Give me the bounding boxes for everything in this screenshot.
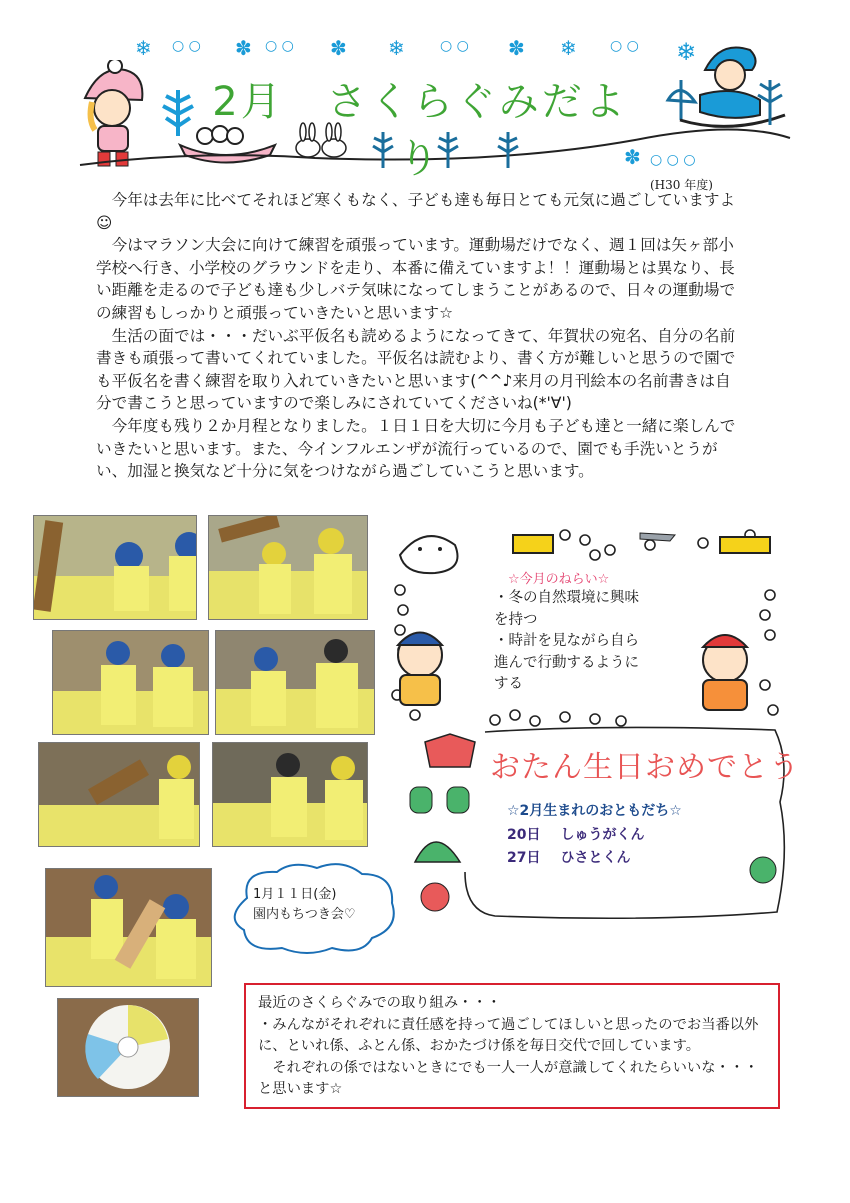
duty-wheel-photo [57,998,199,1097]
snowflake-icon: ❄ [676,38,697,66]
recent-line: ・みんながそれぞれに責任感を持って過ごしてほしいと思ったのでお当番以外に、といれ係、ふとん係、おかたづけ係を毎日交代で回しています。 [258,1016,759,1054]
goals-item: する [494,676,523,692]
mochi-pounding-photo [208,515,368,620]
birthday-row [507,847,630,867]
birthday-heading: ☆2月生まれのおともだち☆ [507,803,682,819]
body-paragraph: 生活の面では・・・だいぶ平仮名も読めるようになってきて、年賀状の宛名、自分の名前書きも頑張って書いてくれていました。平仮名は読むより、書く方が難しいと思うので園でも平仮名を書く練習を取り入れていきたいと思います(^^♪来月の月刊絵本の名前書きは自分で書こうと思っていますので楽しみにされていてくださいね(*'∀') [96,326,736,413]
mochi-pounding-photo [38,742,200,847]
mochi-pounding-photo [215,630,375,735]
snowflake-icon: ❄ [560,36,577,60]
body-text [96,189,746,483]
mochi-pounding-photo [33,515,197,620]
event-name: 園内もちつき会♡ [253,907,356,922]
recent-heading: 最近のさくらぐみでの取り組み・・・ [258,995,502,1011]
goals-item: ・時計を見ながら自ら [494,633,639,649]
goals-item: 進んで行動するように [494,654,639,671]
dot-icon: ○ ○ ○ [650,152,696,168]
birthday-name: ひさとくん [560,850,631,866]
body-paragraph: 今年は去年に比べてそれほど寒くもなく、子ども達も毎日とても元気に過ごしていますよ☺ [96,191,736,232]
snowflake-icon: ✽ [624,145,641,169]
dot-icon: ○ ○ [265,38,294,54]
snowflake-icon: ❄ [135,36,152,60]
mochi-pounding-photo [45,868,212,987]
birthday-date: 20日 [507,827,541,843]
dot-icon: ○ ○ [172,38,201,54]
goals-item: を持つ [494,611,538,628]
birthday-title: おたん生日おめでとう [490,750,800,785]
page-title: 2月 さくらぐみだより [212,79,628,182]
snowflake-icon: ❄ [388,36,405,60]
snowflake-icon: ✽ [235,36,252,60]
body-paragraph: 今はマラソン大会に向けて練習を頑張っています。運動場だけでなく、週１回は矢ヶ部小学校へ行き、小学校のグラウンドを走り、本番に備えていますよ！！運動場とは異なり、長い距離を走るので子ども達も少しバテ気味になってしまうことがあるので、日々の運動場での練習もしっかりと頑張っていきたいと思います☆ [96,236,736,322]
goals-item: ・冬の自然環境に興味 [494,590,639,606]
snowflake-icon: ✽ [508,36,525,60]
body-paragraph: 今年度も残り２か月程となりました。１日１日を大切に今月も子ども達と一緒に楽しんでいきたいと思います。また、今インフルエンザが流行っているので、園でも手洗いとうがい、加湿と換気など十分に気をつけながら過ごしていこうと思います。 [96,416,736,481]
mochi-pounding-photo [52,630,209,735]
goals-heading: ☆今月のねらい☆ [508,572,610,587]
event-date: 1月１１日(金) [253,887,337,902]
fiscal-year-label: (H30 年度) [650,178,713,192]
recent-activities-box [244,983,780,1109]
birthday-row [507,824,644,844]
dot-icon: ○ ○ [440,38,469,54]
goals-list [494,588,684,696]
dot-icon: ○ ○ [610,38,639,54]
recent-line: それぞれの係ではないときにでも一人一人が意識してくれたらいいな・・・と思います☆ [258,1059,759,1097]
event-text [253,885,356,925]
birthday-date: 27日 [507,850,541,866]
mochi-pounding-photo [212,742,368,847]
boy-sled-illustration-icon [660,40,795,140]
snowflake-icon: ✽ [330,36,347,60]
birthday-name: しゅうがくん [560,827,645,843]
